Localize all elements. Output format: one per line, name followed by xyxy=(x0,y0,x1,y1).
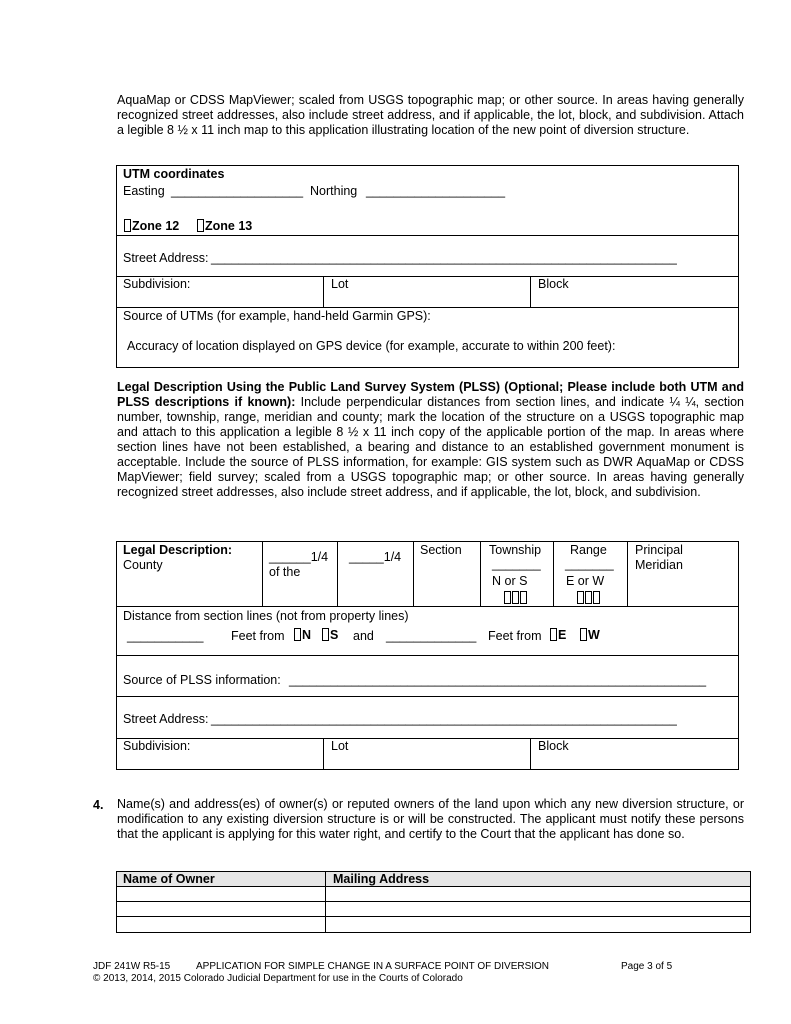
township-field[interactable]: _______ xyxy=(492,557,541,571)
zone-12-checkbox[interactable] xyxy=(124,219,131,232)
east-label: E xyxy=(558,628,567,642)
feet-from-ew-label: Feet from xyxy=(488,629,542,643)
plss-paragraph-heading: Legal Description Using the Public Land Survey System (PLSS) (Optional; Please include both UTM and PLSS descriptions if known): xyxy=(117,380,744,409)
township-s-checkbox[interactable] xyxy=(520,591,527,604)
south-option[interactable] xyxy=(322,628,338,642)
item-4-number: 4. xyxy=(93,798,104,812)
intro-paragraph: AquaMap or CDSS MapViewer; scaled from USGS topographic map; or other source. In areas having generally recognized street addresses, also include street address, and if applicable, the lot, block, and subdivision. Attach a legible 8 ½ x 11 inch map to this application illustrating location of the new point of diversion structure. xyxy=(117,93,744,137)
north-checkbox[interactable] xyxy=(294,628,301,641)
legal-description-label: Legal Description: xyxy=(123,543,233,557)
range-checkbox-2[interactable] xyxy=(585,591,592,604)
north-option[interactable] xyxy=(294,628,311,642)
mailing-address-cell[interactable] xyxy=(326,887,750,901)
plss-block-label: Block xyxy=(538,739,569,753)
and-label: and xyxy=(353,629,374,643)
plss-source-field[interactable]: ____________________________________________________________ xyxy=(289,673,707,687)
of-the-label: of the xyxy=(269,565,301,579)
northing-field[interactable]: ____________________ xyxy=(366,184,506,198)
west-checkbox[interactable] xyxy=(580,628,587,641)
owner-name-header: Name of Owner xyxy=(123,872,215,886)
township-n-checkbox[interactable] xyxy=(504,591,511,604)
plss-street-address-field[interactable]: ___________________________________________________________________ xyxy=(211,712,677,726)
quarter-quarter-field[interactable]: ______1/4 xyxy=(269,550,329,564)
range-direction-checkboxes[interactable] xyxy=(577,591,601,605)
plss-street-address-label: Street Address: xyxy=(123,712,209,726)
zone-13-checkbox[interactable] xyxy=(197,219,204,232)
gps-accuracy-label: Accuracy of location displayed on GPS device (for example, accurate to within 200 feet): xyxy=(127,339,616,353)
plss-lot-label: Lot xyxy=(331,739,349,753)
west-label: W xyxy=(588,628,600,642)
zone-12-option[interactable] xyxy=(124,219,179,233)
utm-lot-label: Lot xyxy=(331,277,349,291)
plss-subdivision-label: Subdivision: xyxy=(123,739,191,753)
utm-block-label: Block xyxy=(538,277,569,291)
utm-street-address-field[interactable]: ___________________________________________________________________ xyxy=(211,251,677,265)
utm-street-address-label: Street Address: xyxy=(123,251,209,265)
item-4-text: Name(s) and address(es) of owner(s) or reputed owners of the land upon which any new diversion structure, or modification to any existing diversion structure is or will be constructed. The applicant must notify these persons that the applicant is applying for this water right, and certify to the Court that the applicant has done so. xyxy=(117,797,744,841)
county-label: County xyxy=(123,558,163,572)
utm-source-label: Source of UTMs (for example, hand-held Garmin GPS): xyxy=(123,309,431,323)
easting-label: Easting xyxy=(123,184,165,198)
west-option[interactable] xyxy=(580,628,600,642)
township-n-or-s-label: N or S xyxy=(492,574,528,588)
easting-field[interactable]: ___________________ xyxy=(171,184,304,198)
township-label: Township xyxy=(489,543,542,557)
owner-name-cell[interactable] xyxy=(117,902,324,916)
footer-page-number: Page 3 of 5 xyxy=(621,961,673,972)
east-option[interactable] xyxy=(550,628,566,642)
plss-paragraph xyxy=(117,380,744,500)
east-checkbox[interactable] xyxy=(550,628,557,641)
feet-from-ns-label: Feet from xyxy=(231,629,285,643)
plss-paragraph-body: Include perpendicular distances from section lines, and indicate ¼ ¼, section number, township, range, meridian and county; mark the location of the structure on a USGS topographic map and attach to this application a legible 8 ½ x 11 inch copy of the applicable portion of the map. In areas where section lines have not been established, a bearing and distance to an established government monument is acceptable. Include the source of PLSS information, for example: GIS system such as DWR AquaMap or CDSS MapViewer; field survey; scaled from a USGS topographic map; or other source. In areas having generally recognized street addresses, also include street address, and if applicable, the lot, block, and subdivision. xyxy=(117,395,745,499)
range-e-checkbox[interactable] xyxy=(577,591,584,604)
south-label: S xyxy=(330,628,339,642)
township-checkbox-2[interactable] xyxy=(512,591,519,604)
footer-title: APPLICATION FOR SIMPLE CHANGE IN A SURFACE POINT OF DIVERSION xyxy=(196,961,550,972)
zone-13-label: Zone 13 xyxy=(205,219,253,233)
township-direction-checkboxes[interactable] xyxy=(504,591,528,605)
northing-label: Northing xyxy=(310,184,358,198)
south-checkbox[interactable] xyxy=(322,628,329,641)
footer-form-id: JDF 241W R5-15 xyxy=(93,961,171,972)
owner-name-cell[interactable] xyxy=(117,887,324,901)
section-label: Section xyxy=(420,543,462,557)
zone-12-label: Zone 12 xyxy=(132,219,180,233)
principal-meridian-label: Principal Meridian xyxy=(635,543,683,572)
range-e-or-w-label: E or W xyxy=(566,574,605,588)
quarter-field[interactable]: _____1/4 xyxy=(349,550,402,564)
north-label: N xyxy=(302,628,312,642)
utm-subdivision-label: Subdivision: xyxy=(123,277,191,291)
mailing-address-cell[interactable] xyxy=(326,902,750,916)
distance-label: Distance from section lines (not from property lines) xyxy=(123,609,409,623)
plss-source-label: Source of PLSS information: xyxy=(123,673,281,687)
distance-ew-field[interactable]: _____________ xyxy=(386,629,477,643)
mailing-address-cell[interactable] xyxy=(326,917,750,932)
range-field[interactable]: _______ xyxy=(565,557,614,571)
mailing-address-header: Mailing Address xyxy=(333,872,430,886)
range-w-checkbox[interactable] xyxy=(593,591,600,604)
zone-13-option[interactable] xyxy=(197,219,252,233)
range-label: Range xyxy=(570,543,607,557)
owner-name-cell[interactable] xyxy=(117,917,324,932)
footer-copyright: © 2013, 2014, 2015 Colorado Judicial Department for use in the Courts of Colorado xyxy=(93,973,463,984)
distance-ns-field[interactable]: ___________ xyxy=(127,629,204,643)
utm-heading: UTM coordinates xyxy=(123,167,225,181)
